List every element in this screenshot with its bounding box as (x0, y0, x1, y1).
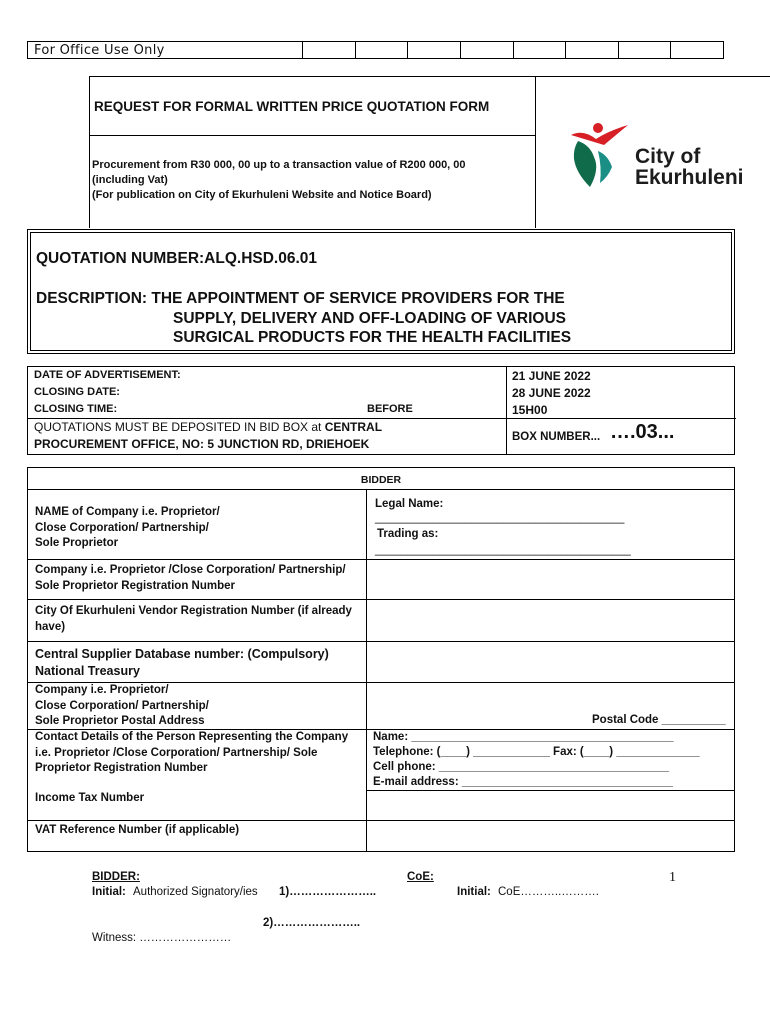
office-cell (460, 42, 513, 58)
form-header (89, 76, 770, 228)
authorized-signatory-label: Authorized Signatory/ies (133, 886, 258, 898)
office-cell (565, 42, 618, 58)
quotation-box (27, 229, 735, 354)
closing-date-value: 28 JUNE 2022 (512, 386, 591, 400)
closing-date-label: CLOSING DATE: (34, 386, 120, 398)
subtitle-line: (For publication on City of Ekurhuleni Website and Notice Board) (92, 189, 432, 201)
contact-email-field[interactable]: E-mail address: _________________________________ (373, 776, 673, 788)
office-cell (513, 42, 566, 58)
label-line: Proprietor Registration Number (35, 762, 208, 774)
deposit-instruction-line2: PROCUREMENT OFFICE, NO: 5 JUNCTION RD, DRIEHOEK (34, 437, 370, 451)
dates-table (27, 366, 735, 455)
table-divider (28, 418, 736, 419)
label-line: Sole Proprietor Postal Address (35, 715, 205, 727)
legal-name-field[interactable]: _______________________________________ (375, 512, 625, 524)
page-number: 1 (669, 870, 676, 885)
box-number-label: BOX NUMBER... (512, 431, 601, 443)
bidder-table (27, 467, 735, 852)
label-line: Sole Proprietor (35, 537, 119, 549)
income-tax-label: Income Tax Number (35, 792, 145, 804)
initial-label: Initial: (92, 886, 126, 898)
city-of-ekurhuleni-logo (568, 121, 768, 193)
coe-initial-label: Initial: (457, 886, 491, 898)
trading-as-label: Trading as: (377, 528, 439, 540)
subtitle-line: (including Vat) (92, 174, 168, 186)
trading-as-field[interactable]: ________________________________________ (375, 544, 631, 556)
table-divider (506, 367, 507, 455)
label-line: Close Corporation/ Partnership/ (35, 699, 209, 712)
vat-number-field[interactable] (367, 821, 734, 852)
deposit-text-bold: CENTRAL (324, 420, 383, 434)
contact-phone-fax-field[interactable]: Telephone: (____) ____________ Fax: (____) _____________ (373, 746, 700, 758)
label-line: Company i.e. Proprietor /Close Corporation/ Partnership/ (35, 564, 346, 576)
office-cell (355, 42, 408, 58)
office-cell (670, 42, 723, 58)
form-subtitle (90, 136, 536, 228)
closing-time-value: 15H00 (512, 403, 548, 417)
description-line: DESCRIPTION: THE APPOINTMENT OF SERVICE PROVIDERS FOR THE (36, 290, 565, 307)
label-line: National Treasury (35, 664, 140, 678)
label-line: Central Supplier Database number: (Compulsory) (35, 647, 329, 661)
description-line: SURGICAL PRODUCTS FOR THE HEALTH FACILITIES (173, 329, 572, 346)
label-line: Company i.e. Proprietor/ (35, 684, 169, 696)
postal-code-field[interactable]: Postal Code __________ (592, 714, 726, 726)
footer-coe-label: CoE: (407, 871, 434, 883)
logo-text-line2: Ekurhuleni (635, 166, 744, 189)
quotation-number: QUOTATION NUMBER:ALQ.HSD.06.01 (36, 250, 318, 267)
form-title: REQUEST FOR FORMAL WRITTEN PRICE QUOTATION FORM (90, 77, 536, 136)
contact-details-label (35, 730, 348, 777)
office-use-strip (27, 41, 724, 59)
income-tax-field[interactable] (367, 791, 734, 820)
label-line: Contact Details of the Person Representing the Company (35, 731, 349, 743)
logo-head (593, 123, 603, 133)
label-line: Sole Proprietor Registration Number (35, 579, 236, 592)
csd-number-field[interactable] (367, 642, 734, 682)
closing-time-before: BEFORE (367, 403, 413, 415)
witness-line[interactable]: Witness: …………………… (92, 932, 232, 944)
logo-accent (598, 151, 612, 183)
postal-address-label (35, 683, 209, 730)
office-cell (618, 42, 671, 58)
csd-number-label (35, 646, 329, 680)
vendor-registration-label (35, 604, 352, 635)
legal-name-label: Legal Name: (375, 498, 444, 510)
deposit-text: QUOTATIONS MUST BE DEPOSITED IN BID BOX at (34, 420, 325, 434)
row-divider (28, 489, 734, 490)
company-name-label (35, 505, 220, 552)
subtitle-line: Procurement from R30 000, 00 up to a transaction value of R200 000, 00 (92, 159, 466, 171)
registration-number-field[interactable] (367, 560, 734, 598)
office-cell (407, 42, 460, 58)
closing-time-label: CLOSING TIME: (34, 403, 118, 415)
contact-cellphone-field[interactable]: Cell phone: ____________________________________ (373, 761, 670, 773)
vat-number-label: VAT Reference Number (if applicable) (35, 824, 240, 836)
advertisement-date-value: 21 JUNE 2022 (512, 369, 591, 383)
logo-text-line1: City of (635, 145, 701, 168)
label-line: NAME of Company i.e. Proprietor/ (35, 506, 220, 518)
label-line: i.e. Proprietor /Close Corporation/ Partnership/ Sole (35, 746, 318, 759)
signature-line-1[interactable]: 1)………………….. (279, 886, 377, 898)
box-number-value: ….03... (610, 421, 675, 443)
office-use-label: For Office Use Only (34, 43, 165, 58)
label-line: have) (35, 620, 66, 633)
deposit-instruction-line1 (34, 420, 382, 434)
contact-name-field[interactable]: Name: _________________________________________ (373, 731, 674, 743)
vendor-registration-field[interactable] (367, 600, 734, 640)
advertisement-date-label: DATE OF ADVERTISEMENT: (34, 369, 181, 381)
registration-number-label (35, 563, 346, 594)
quotation-description (36, 289, 571, 348)
label-line: Close Corporation/ Partnership/ (35, 521, 209, 534)
footer-bidder-label: BIDDER: (92, 871, 140, 883)
label-line: City Of Ekurhuleni Vendor Registration Number (if already (35, 605, 352, 617)
bidder-heading: BIDDER (360, 474, 402, 486)
office-cell (302, 42, 355, 58)
coe-signature-line[interactable]: CoE………..………. (498, 886, 599, 898)
description-line: SUPPLY, DELIVERY AND OFF-LOADING OF VARIOUS (173, 309, 566, 327)
logo-body (574, 141, 596, 187)
signature-line-2[interactable]: 2)………………….. (263, 917, 361, 929)
